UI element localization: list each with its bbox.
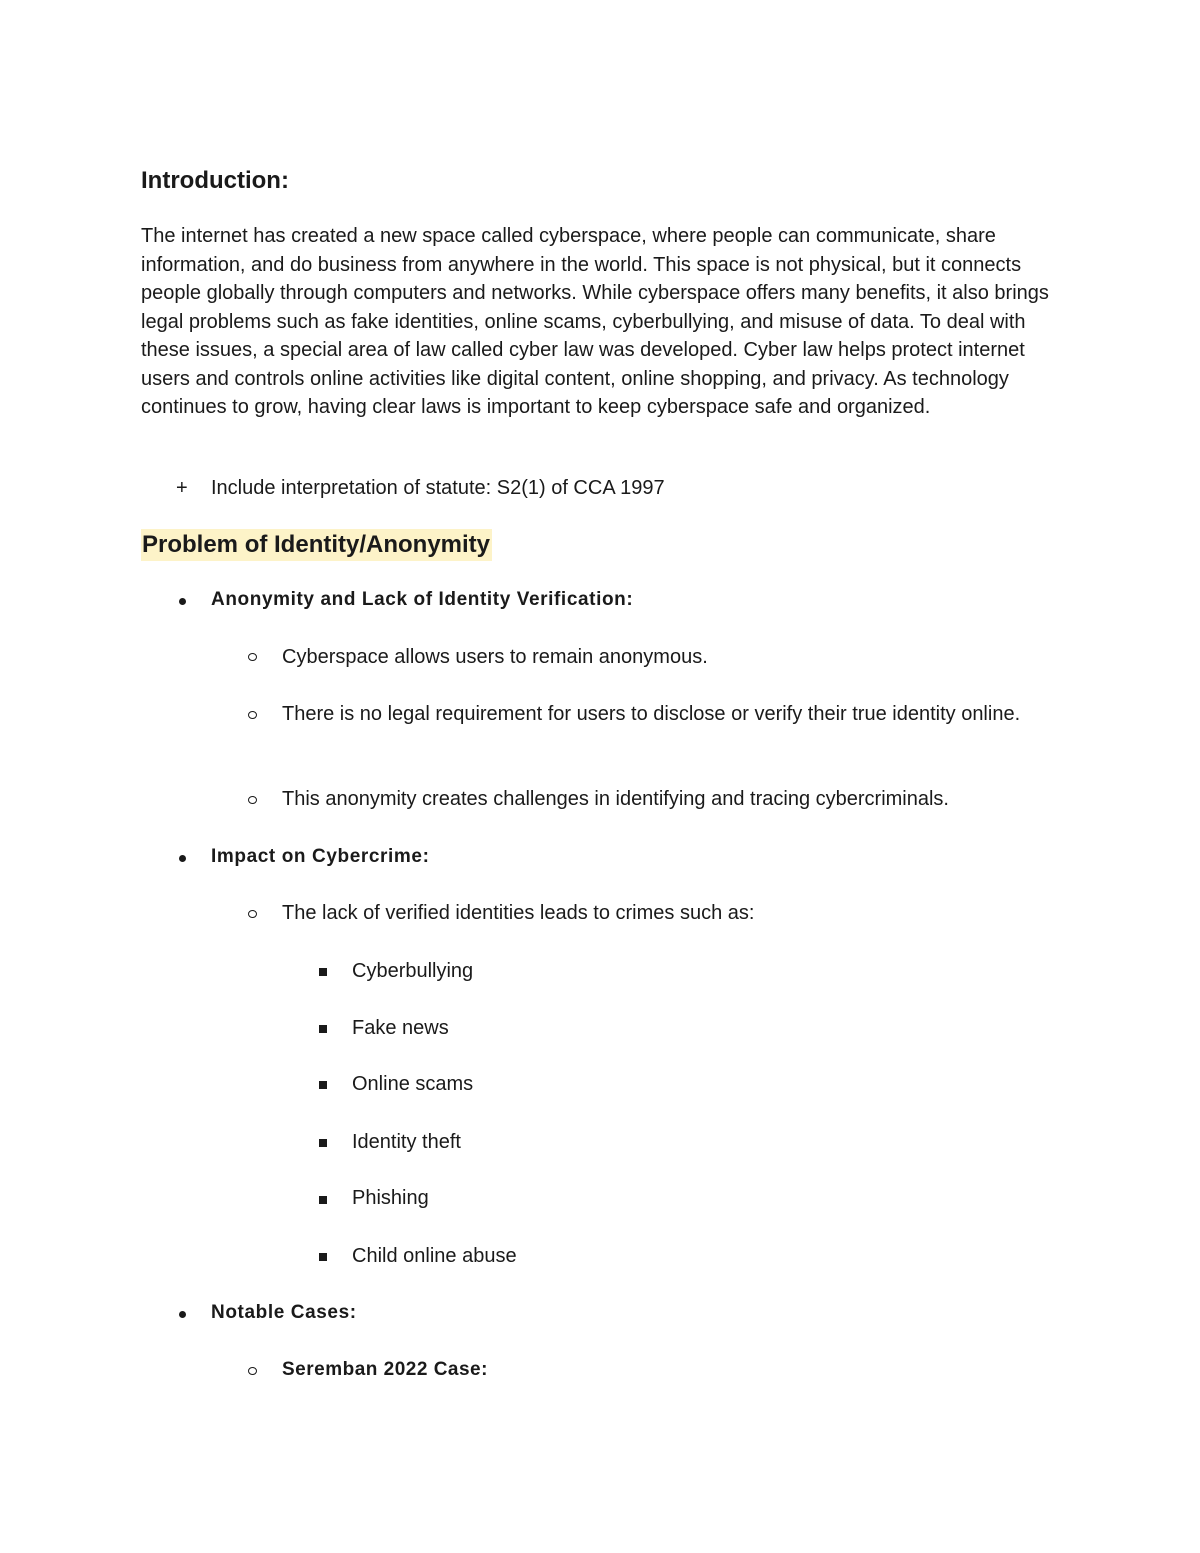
bullet-label-anonymity: Anonymity and Lack of Identity Verification: [211, 589, 634, 610]
introduction-paragraph: The internet has created a new space called cyberspace, where people can communicate, share information, and do business from anywhere in the world. This space is not physical, but it connects people globally through computers and networks. While cyberspace offers many benefits, it also brings legal problems such as fake identities, online scams, cyberbullying, and misuse of data. To deal with these issues, a special area of law called cyber law was developed. Cyber law helps protect internet users and controls online activities like digital content, online shopping, and privacy. As technology continues to grow, having clear laws is important to keep cyberspace safe and organized. [141, 225, 1049, 418]
bullet-circle-icon [248, 653, 257, 661]
bullet-circle-icon [248, 796, 257, 804]
list-item: This anonymity creates challenges in identifying and tracing cybercriminals. [282, 788, 949, 810]
bullet-square-icon [319, 1253, 327, 1261]
crime-item: Child online abuse [352, 1245, 517, 1267]
list-item: There is no legal requirement for users to disclose or verify their true identity online. [282, 703, 1021, 725]
section-heading: Problem of Identity/Anonymity [141, 529, 492, 561]
bullet-square-icon [319, 1081, 327, 1089]
bullet-square-icon [319, 968, 327, 976]
bullet-circle-icon [248, 711, 257, 719]
bullet-circle-icon [248, 1367, 257, 1375]
bullet-square-icon [319, 1196, 327, 1204]
bullet-dot-icon [179, 598, 186, 605]
list-item: The lack of verified identities leads to crimes such as: [282, 902, 755, 924]
bullet-circle-icon [248, 910, 257, 918]
crime-item: Fake news [352, 1017, 449, 1039]
crime-item: Phishing [352, 1187, 429, 1209]
plus-marker: + [176, 477, 188, 499]
list-item: Cyberspace allows users to remain anonymous. [282, 646, 708, 668]
bullet-label-impact: Impact on Cybercrime: [211, 846, 430, 867]
statute-note [176, 474, 665, 502]
introduction-heading: Introduction: [141, 167, 289, 194]
bullet-dot-icon [179, 1311, 186, 1318]
bullet-dot-icon [179, 855, 186, 862]
bullet-label-cases: Notable Cases: [211, 1302, 357, 1323]
crime-item: Online scams [352, 1073, 474, 1095]
crime-item: Cyberbullying [352, 960, 474, 982]
case-item: Seremban 2022 Case: [282, 1359, 488, 1380]
bullet-square-icon [319, 1139, 327, 1147]
statute-note-text: Include interpretation of statute: S2(1) of CCA 1997 [211, 477, 665, 499]
crime-item: Identity theft [352, 1131, 461, 1153]
bullet-square-icon [319, 1025, 327, 1033]
